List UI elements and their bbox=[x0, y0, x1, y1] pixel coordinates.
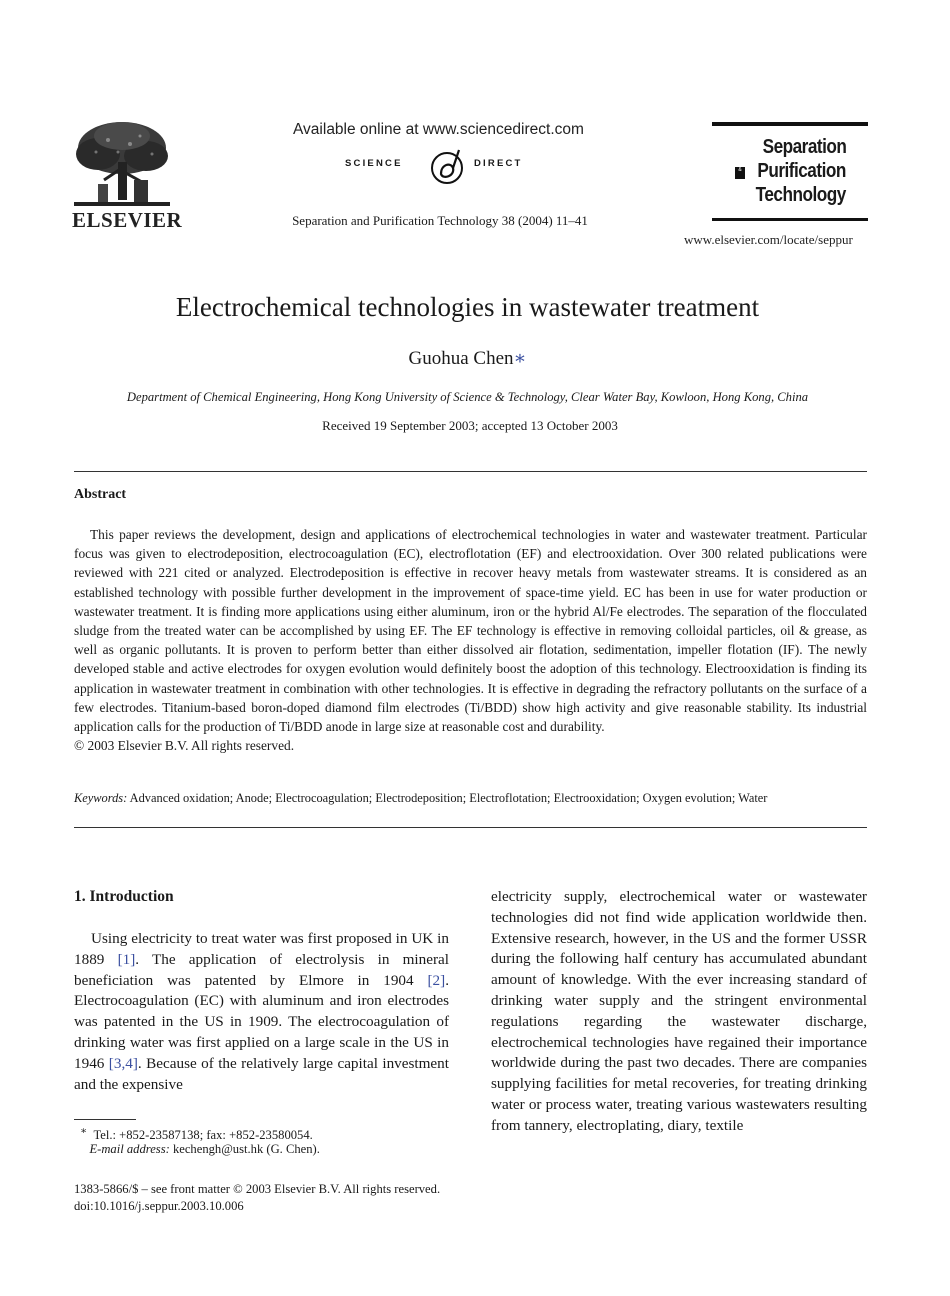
citation-link-1[interactable]: [1] bbox=[117, 950, 136, 968]
abstract-copyright: © 2003 Elsevier B.V. All rights reserved. bbox=[74, 738, 295, 754]
footnote-contact bbox=[80, 1125, 313, 1143]
received-dates: Received 19 September 2003; accepted 13 October 2003 bbox=[322, 418, 618, 433]
abstract-heading: Abstract bbox=[74, 487, 127, 502]
journal-logo-line1: Separation bbox=[762, 136, 846, 158]
intro-text-1: Using electricity to treat water was first proposed in UK in 1889 bbox=[74, 930, 449, 968]
journal-logo-line2: Purification bbox=[757, 160, 846, 182]
journal-url[interactable]: www.elsevier.com/locate/seppur bbox=[684, 232, 853, 247]
footnote-mark: ∗ bbox=[80, 1126, 88, 1137]
sciencedirect-d-icon bbox=[427, 146, 471, 186]
journal-logo-bottom-bar bbox=[712, 218, 868, 221]
and-icon: & bbox=[735, 167, 745, 179]
email-label: E-mail address: bbox=[89, 1142, 170, 1156]
tree-icon bbox=[68, 118, 176, 208]
abstract-text: This paper reviews the development, design and applications of electrochemical technologies in water and wastewater treatment. Particular focus was given to electrodeposition, electrocoagulation (EC), electroflotation (EF) and electrooxidation. Over 300 related publications were reviewed with 221 cited or analyzed. Electrodeposition is effective in recover heavy metals from wastewater streams. It is considered as an established technology with possible further development in the improvement of space-time yield. EC has been in use for water production or wastewater treatment. It is finding more applications using either aluminum, iron or the hybrid Al/Fe electrodes. The separation of the flocculated sludge from the treated water can be accomplished by using EF. The EF technology is effective in removing colloidal particles, oil & grease, as well as organic pollutants. It is proven to perform better than either dissolved air flotation, sedimentation, impeller flotation (IF). The newly developed stable and active electrodes for oxygen evolution would definitely boost the adoption of this technology. Electrooxidation is finding its application in wastewater treatment in combination with other technologies. It is effective in degrading the refractory pollutants on the surface of a few electrodes. Titanium-based boron-doped diamond film electrodes (Ti/BDD) show high activity and give reasonable stability. Its industrial application calls for the production of Ti/BDD anode in large size at reasonable cost and durability. bbox=[74, 527, 867, 735]
abstract-body bbox=[74, 525, 867, 755]
journal-logo-line3: Technology bbox=[755, 184, 846, 206]
publisher-name: ELSEVIER bbox=[72, 208, 183, 232]
author-footnote-mark[interactable]: ∗ bbox=[513, 348, 527, 369]
keywords bbox=[74, 791, 874, 806]
intro-text-4: . Because of the relatively large capital investment and the expensive bbox=[74, 1054, 449, 1093]
journal-logo-top-bar bbox=[712, 122, 868, 126]
available-online-text[interactable]: Available online at www.sciencedirect.com bbox=[293, 121, 584, 138]
section-heading-introduction: 1. Introduction bbox=[74, 888, 174, 905]
sd-science-text: SCIENCE bbox=[345, 158, 403, 169]
issn-line: 1383-5866/$ – see front matter © 2003 Elsevier B.V. All rights reserved. bbox=[74, 1182, 441, 1196]
doi-line[interactable]: doi:10.1016/j.seppur.2003.10.006 bbox=[74, 1199, 244, 1213]
footnote-phone-fax: Tel.: +852-23587138; fax: +852-23580054. bbox=[93, 1128, 313, 1143]
sd-direct-text: DIRECT bbox=[474, 158, 523, 169]
intro-right-column: electricity supply, electrochemical water or wastewater technologies did not find wide application worldwide then. Extensive research, however, in the US and the former USSR during the following half century has accumulated abundant amount of knowledge. With the ever increasing standard of drinking water supply and the stringent environmental regulations regarding the wastewater discharge, electrochemical technologies have regained their importance worldwide during the past two decades. There are companies supplying facilities for metal recoveries, for treating drinking water or process water, treating various wastewaters resulting from tannery, electroplating, diary, textile bbox=[491, 888, 867, 1134]
intro-text-3: . Electrocoagulation (EC) with aluminum and iron electrodes was patented in the US in 1909. The electrocoagulation of drinking water was first applied on a large scale in the US in 1946 bbox=[74, 971, 449, 1072]
author-line bbox=[0, 347, 935, 370]
sciencedirect-logo bbox=[345, 146, 555, 186]
journal-reference: Separation and Purification Technology 38 (2004) 11–41 bbox=[292, 213, 588, 228]
front-matter bbox=[74, 1181, 440, 1215]
footnote-rule bbox=[74, 1119, 136, 1120]
keywords-list: Advanced oxidation; Anode; Electrocoagulation; Electrodeposition; Electroflotation; Electrooxidation; Oxygen evolution; Water bbox=[129, 791, 768, 805]
journal-logo bbox=[712, 122, 868, 222]
footnote-email bbox=[80, 1142, 320, 1157]
email-address[interactable]: kechengh@ust.hk (G. Chen). bbox=[172, 1142, 320, 1156]
citation-link-3-4[interactable]: [3,4] bbox=[108, 1054, 138, 1072]
citation-link-2[interactable]: [2] bbox=[427, 971, 446, 989]
intro-left-column bbox=[74, 929, 449, 1095]
keywords-label: Keywords: bbox=[74, 791, 128, 805]
intro-text-2: . The application of electrolysis in mineral beneficiation was patented by Elmore in 1904 bbox=[74, 950, 449, 989]
divider-top bbox=[74, 471, 867, 472]
affiliation: Department of Chemical Engineering, Hong Kong University of Science & Technology, Clear Water Bay, Kowloon, Hong Kong, China bbox=[126, 390, 809, 404]
divider-bottom bbox=[74, 827, 867, 828]
article-title: Electrochemical technologies in wastewater treatment bbox=[175, 292, 760, 322]
author-name: Guohua Chen bbox=[408, 348, 514, 369]
